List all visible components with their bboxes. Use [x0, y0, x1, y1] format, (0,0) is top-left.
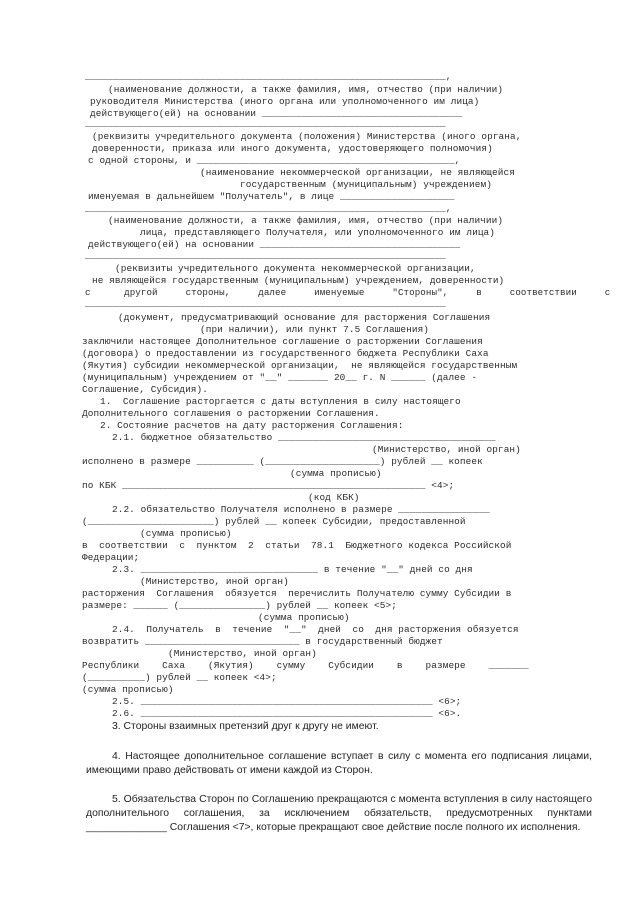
- form-line: действующего(ей) на основании ___________________________________: [90, 108, 463, 119]
- form-line: не являющейся государственным (муниципальным) учреждением, доверенности): [92, 275, 505, 286]
- form-line: (______________________) рублей __ копеек Субсидии, предоставленной: [82, 516, 466, 527]
- form-line: (наименование некоммерческой организации, не являющейся: [200, 167, 515, 178]
- form-line: (при наличии), или пункт 7.5 Соглашения): [200, 324, 430, 335]
- form-line: размере: ______ (_______________) рублей __ копеек <5>;: [82, 600, 397, 611]
- form-line: (Министерство, иной орган): [140, 576, 289, 587]
- form-line: лица, представляющего Получателя, или уполномоченного им лица): [140, 227, 496, 238]
- form-line: возвратить ___________________________ в государственный бюджет: [82, 636, 443, 647]
- form-line: (реквизиты учредительного документа некоммерческой организации,: [115, 263, 476, 274]
- form-line: государственным (муниципальным) учреждением): [240, 179, 492, 190]
- form-line: 2.1. бюджетное обязательство ______________________________________: [112, 432, 496, 443]
- form-line: (реквизиты учредительного документа (положения) Министерства (иного органа,: [92, 131, 522, 142]
- form-line: 2. Состояние расчетов на дату расторжения Соглашения:: [100, 420, 404, 431]
- form-line: _______________________________________________________________: [85, 118, 446, 129]
- form-line: 2.6. ___________________________________________________ <6>.: [112, 708, 462, 719]
- form-line: действующего(ей) на основании ___________________________________: [88, 239, 461, 250]
- form-line: в соответствии с пунктом 2 статьи 78.1 Бюджетного кодекса Российской: [82, 540, 512, 551]
- form-line: (Якутия) субсидии некоммерческой организации, не являющейся государственным: [82, 360, 518, 371]
- form-line: 2.2. обязательство Получателя исполнено в размере ________________: [112, 504, 490, 515]
- form-line: 1. Соглашение расторгается с даты вступления в силу настоящего: [100, 396, 461, 407]
- paragraph-4: 4. Настоящее дополнительное соглашение вступает в силу с момента его подписания лицами, имеющими право действовать от имени каждой из Сторон.: [86, 751, 592, 776]
- paragraph-3: 3. Стороны взаимных претензий друг к другу не имеют.: [112, 721, 379, 732]
- form-line: по КБК _____________________________________________________ <4>;: [82, 480, 455, 491]
- form-line: (сумма прописью): [290, 468, 382, 479]
- form-line: (сумма прописью): [258, 612, 350, 623]
- form-line: _______________________________________________________________,: [85, 71, 452, 82]
- form-line: (сумма прописью): [140, 528, 232, 539]
- form-line: Дополнительного соглашения о расторжении Соглашения.: [82, 408, 380, 419]
- form-line: 2.4. Получатель в течение "__" дней со дня расторжения обязуется: [112, 624, 519, 635]
- form-line: _______________________________________________________________: [85, 298, 446, 309]
- form-line: (наименование должности, а также фамилия, имя, отчество (при наличии): [108, 84, 504, 95]
- form-line: с одной стороны, и _____________________________________________,: [88, 155, 461, 166]
- form-line: именуемая в дальнейшем "Получатель", в лице ____________________: [88, 191, 455, 202]
- form-line: 2.5. ___________________________________________________ <6>;: [112, 696, 462, 707]
- form-line: (документ, предусматривающий основание для расторжения Соглашения: [118, 312, 491, 323]
- form-line: доверенности, приказа или иного документа, удостоверяющего полномочия): [92, 143, 493, 154]
- form-line: (договора) о предоставлении из государственного бюджета Республики Саха: [82, 348, 489, 359]
- form-line: Федерации;: [82, 552, 140, 563]
- form-line: заключили настоящее Дополнительное соглашение о расторжении Соглашения: [82, 336, 483, 347]
- form-line: (муниципальным) учреждением от "__" _______ 20__ г. N ______ (далее -: [82, 372, 478, 383]
- form-line: _______________________________________________________________: [85, 250, 446, 261]
- form-line: _______________________________________________________________,: [85, 203, 452, 214]
- form-line: (__________) рублей __ копеек <4>;: [82, 672, 277, 683]
- form-line: расторжения Соглашения обязуется перечислить Получателю сумму Субсидии в: [82, 588, 512, 599]
- form-line: исполнено в размере __________ (____________________) рублей __ копеек: [82, 456, 483, 467]
- form-line: (наименование должности, а также фамилия, имя, отчество (при наличии): [108, 215, 504, 226]
- form-line: (код КБК): [308, 492, 360, 503]
- form-line: (Министерство, иной орган): [372, 444, 521, 455]
- form-line: (сумма прописью): [82, 684, 174, 695]
- form-line: 2.3. _______________________________ в течение "__" дней со дня: [112, 564, 473, 575]
- form-line: Соглашение, Субсидия).: [82, 384, 208, 395]
- form-line: с другой стороны, далее именуемые "Стороны", в соответствии с: [85, 287, 611, 298]
- paragraph-5: 5. Обязательства Сторон по Соглашению прекращаются с момента вступления в силу настоящего дополнительного соглашения, за исключением обязательств, предусмотренных пунктами ______________ Соглашения <7>, которые прекращают свое действие после полного их исполнения.: [86, 794, 592, 833]
- form-line: Республики Саха (Якутия) сумму Субсидии в размере _______: [82, 660, 529, 671]
- form-line: руководителя Министерства (иного органа или уполномоченного им лица): [90, 96, 480, 107]
- form-line: (Министерство, иной орган): [168, 648, 317, 659]
